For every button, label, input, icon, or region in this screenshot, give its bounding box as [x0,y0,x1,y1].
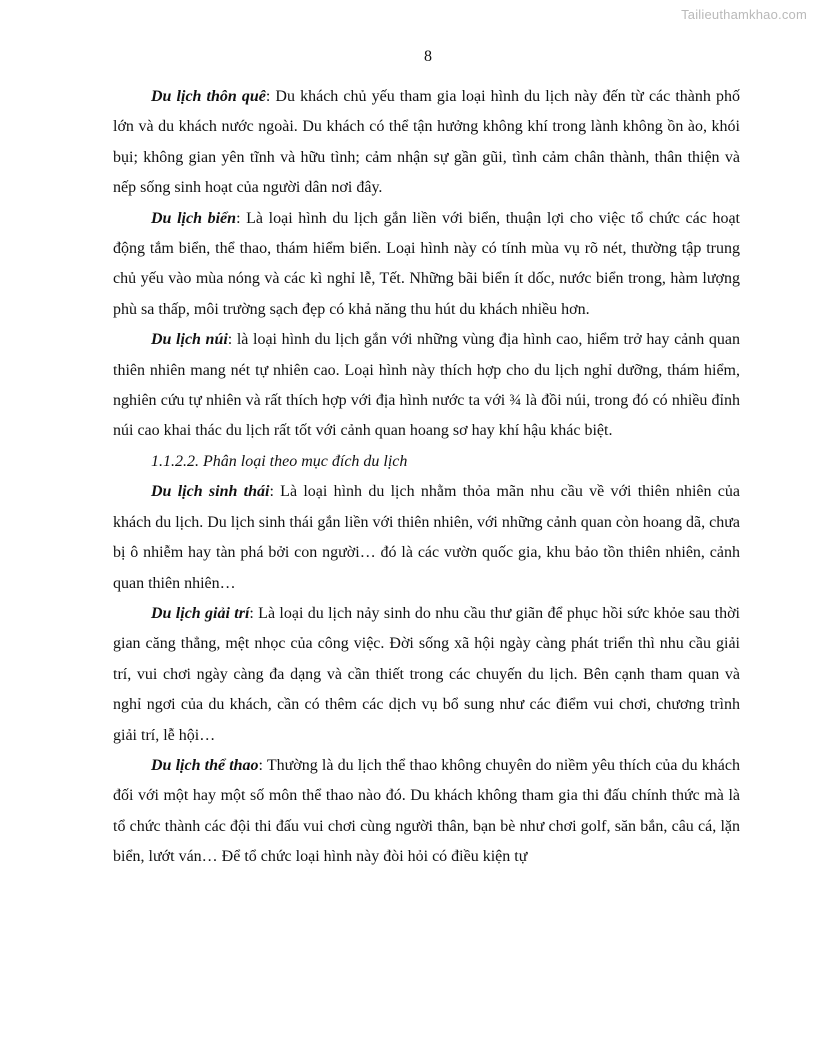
term-du-lich-giai-tri: Du lịch giải trí [151,604,250,622]
watermark: Tailieuthamkhao.com [681,7,807,22]
paragraph-du-lich-giai-tri [113,599,740,751]
paragraph-du-lich-nui [113,325,740,447]
term-du-lich-thon-que: Du lịch thôn quê [151,88,266,105]
document-body [113,82,740,873]
page-number: 8 [424,48,432,65]
paragraph-du-lich-bien [113,204,740,326]
paragraph-text: : là loại hình du lịch gắn với những vùng địa hình cao, hiểm trở hay cảnh quan thiên nhiên mang nét tự nhiên cao. Loại hình này thích hợp cho du lịch nghỉ dưỡng, thám hiểm, nghiên cứu tự nhiên và rất thích hợp với địa hình nước ta với ¾ là đồi núi, trong đó có nhiều đỉnh núi cao khai thác du lịch rất tốt với cảnh quan hoang sơ hay khí hậu khác biệt. [113,331,740,440]
paragraph-du-lich-the-thao [113,751,740,873]
term-du-lich-nui: Du lịch núi [151,331,228,349]
paragraph-text: : Du khách chủ yếu tham gia loại hình du lịch này đến từ các thành phố lớn và du khách nước ngoài. Du khách có thể tận hưởng không khí trong lành không ồn ào, khói bụi; không gian yên tĩnh và hữu tình; cảm nhận sự gần gũi, tình cảm chân thành, thân thiện và nếp sống sinh hoạt của người dân nơi đây. [113,88,741,197]
paragraph-du-lich-thon-que [113,82,740,204]
paragraph-text: : Là loại hình du lịch nhằm thỏa mãn nhu cầu về với thiên nhiên của khách du lịch. Du lịch sinh thái gắn liền với thiên nhiên, với những cảnh quan còn hoang dã, chưa bị ô nhiễm hay tàn phá bởi con người… đó là các vườn quốc gia, khu bảo tồn thiên nhiên, cảnh quan thiên nhiên… [113,483,741,592]
term-du-lich-sinh-thai: Du lịch sinh thái [151,483,270,501]
paragraph-text: : Là loại du lịch nảy sinh do nhu cầu thư giãn để phục hồi sức khỏe sau thời gian căng thẳng, mệt nhọc của công việc. Đời sống xã hội ngày càng phát triển thì nhu cầu giải trí, vui chơi ngày càng đa dạng và cần thiết trong các chuyến du lịch. Bên cạnh tham quan và nghỉ ngơi của du khách, cần có thêm các dịch vụ bổ sung như các điểm vui chơi, chương trình giải trí, lễ hội… [113,604,740,744]
paragraph-text: : Thường là du lịch thể thao không chuyên do niềm yêu thích của du khách đối với một hay một số môn thể thao nào đó. Du khách không tham gia thi đấu chính thức mà là tổ chức thành các đội thi đấu vui chơi cùng người thân, bạn bè như chơi golf, săn bắn, câu cá, lặn biển, lướt ván… Để tổ chức loại hình này đòi hỏi có điều kiện tự [113,756,740,866]
paragraph-text: : Là loại hình du lịch gắn liền với biển, thuận lợi cho việc tổ chức các hoạt động tắm biển, thể thao, thám hiểm biển. Loại hình này có tính mùa vụ rõ nét, thường tập trung chủ yếu vào mùa nóng và các kì nghỉ lễ, Tết. Những bãi biển ít dốc, nước biển trong, hàm lượng phù sa thấp, môi trường sạch đẹp có khả năng thu hút du khách nhiều hơn. [113,209,740,318]
term-du-lich-bien: Du lịch biển [151,209,237,227]
term-du-lich-the-thao: Du lịch thể thao [151,756,259,774]
section-subheading: 1.1.2.2. Phân loại theo mục đích du lịch [151,452,408,470]
paragraph-du-lich-sinh-thai [113,477,740,599]
